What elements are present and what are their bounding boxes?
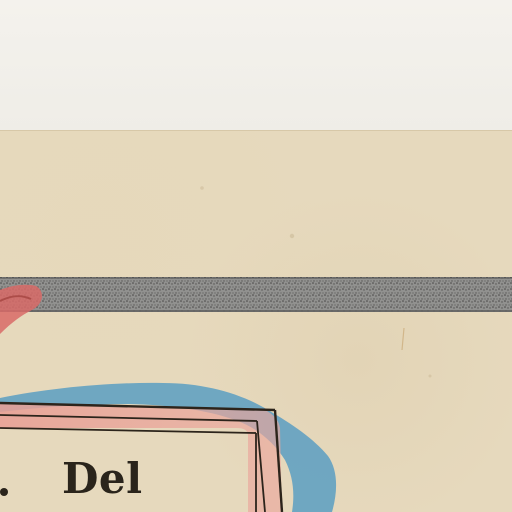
map-symbol-dot — [0, 488, 8, 496]
paper-spot — [290, 234, 294, 238]
paper-tick — [402, 328, 404, 350]
map-place-label: Del — [62, 454, 143, 503]
frame-line-top-inner-2 — [0, 428, 256, 433]
paper-spot — [200, 186, 204, 190]
hatched-border-band — [0, 277, 512, 312]
paper-spot — [429, 375, 432, 378]
river-area — [0, 383, 336, 512]
